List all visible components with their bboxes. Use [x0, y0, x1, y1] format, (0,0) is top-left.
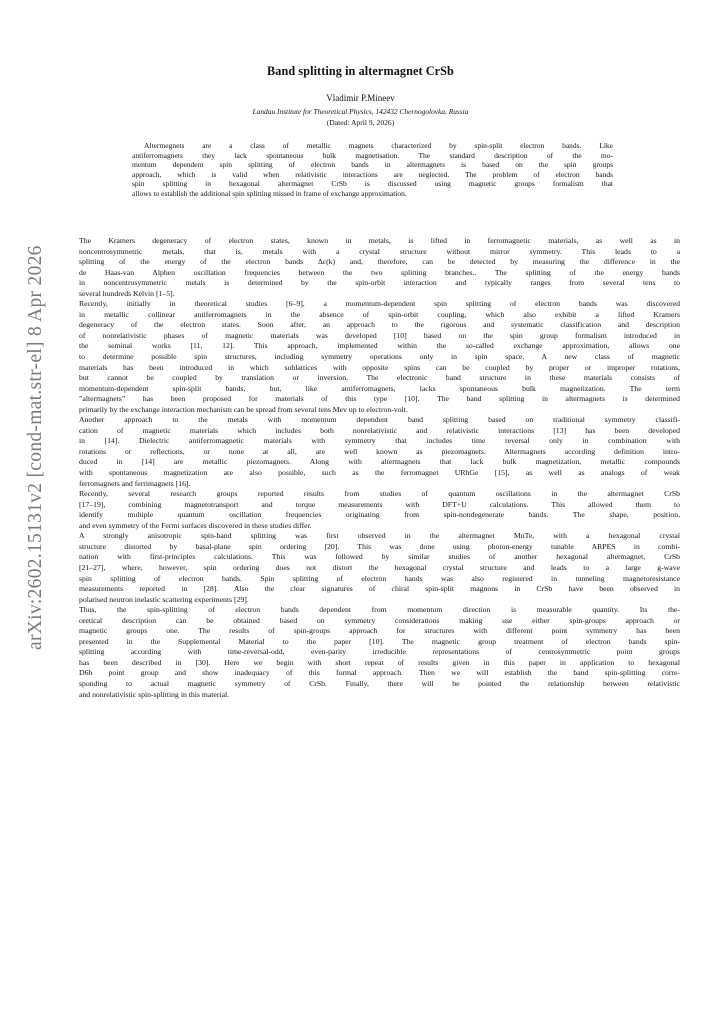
text-line: cation of magnetic materials which includes both nonrelativistic and relativistic interactions [13] has been developed	[79, 425, 680, 435]
text-line: rotations or reflections, or none at all, are well known as piezomagnets. Altermagnets according definition intro-	[79, 446, 680, 456]
text-line: [17–19], combining magnetotransport and torque measurements with DFT+U calculations. This allowed them to	[79, 499, 680, 509]
abstract-line: mentum dependent spin splitting of electron bands in altermagnets is based on the spin groups	[132, 160, 613, 170]
text-line: splitting of the energy of the electron bands Δε(k) and, therefore, can be detected by measuring the difference in the	[79, 257, 680, 267]
text-line: Recently, several research groups reported results from studies of quantum oscillations in the altermagnet CrSb	[79, 489, 680, 499]
abstract-line: allows to establish the additional spin splitting missed in frame of exchange approximation.	[132, 188, 407, 198]
body-paragraph	[79, 415, 680, 489]
text-line: in noncentrosymmetric metals is determined by the spin-orbit interaction and typically ranges from several tens to	[79, 278, 680, 288]
text-line: with spontaneous magnetization are also possible, such as the ferromagnet URhGe [15], as well as analogs of weak	[79, 468, 680, 478]
text-line: of nonrelativistic phases of magnetic materials was developed [10] based on the spin group formalism introduced in	[79, 330, 680, 340]
text-line: presented in the Supplemental Material to the paper [10]. The magnetic group treatment of electron bands spin-	[79, 636, 680, 646]
text-line: has been described in [30]. Here we begin with short repeat of results given in this paper in application to hexagonal	[79, 657, 680, 667]
abstract-line: spin splitting in hexagonal altermagnet CrSb is discussed using magnetic groups formalism that	[132, 179, 613, 189]
text-line: spin splitting of electron bands. Spin splitting of electron bands was also registered in tunneling magnetoresistance	[79, 573, 680, 583]
text-line: but cannot be coupled by translation or inversion. The electronic band structure in these materials consists of	[79, 373, 680, 383]
text-line: primarily by the exchange interaction mechanism can be spread from several tens Mev up to electron-volt.	[79, 404, 408, 414]
text-line: ”altermagnets” has been proposed for materials of this type [10]. The band splitting in altermagnets is determined	[79, 394, 680, 404]
text-line: nation with first-principles calculations. This was followed by similar studies of another hexagonal altermagnet, CrSb	[79, 552, 680, 562]
body-paragraph	[79, 236, 680, 299]
abstract	[132, 141, 613, 198]
text-line: and nonrelativistic spin-splitting in this material.	[79, 689, 230, 699]
body-paragraph	[79, 531, 680, 605]
text-line: splitting according with time-reversal-odd, even-parity irreducible representations of centrosymmetric point groups	[79, 647, 680, 657]
text-line: materials has been introduced in which sublattices with opposite spins can be coupled by proper or improper rotations,	[79, 362, 680, 372]
dated-line: (Dated: April 9, 2026)	[326, 118, 395, 127]
text-line: to determine possible spin structures, including symmetry operations only in spin space. A new class of magnetic	[79, 352, 680, 362]
text-line: measurements reported in [28]. Also the clear signatures of chiral spin-split magnons in CrSb have been observed in	[79, 584, 680, 594]
text-line: oretical description can be obtained based on symmetry considerations making use either spin-groups approach or	[79, 615, 680, 625]
author-affiliation: Landau Institute for Theoretical Physics, 142432 Chernogolovka, Russia	[252, 107, 469, 116]
text-line: The Kramers degeneracy of electron states, known in metals, is lifted in ferromagnetic materials, as well as in	[79, 236, 680, 245]
text-line: in metallic collinear antiferromagnets in the absence of spin-orbit coupling, which also exhibit a lifted Kramers	[79, 309, 680, 319]
text-line: [21–27], where, however, spin ordering does not distort the hexagonal crystal structure and leads to a large g-wave	[79, 562, 680, 572]
text-line: noncentrosymmetric metals, that is, metals with a crystal structure without mirror symmetry. This leads to a	[79, 246, 680, 256]
text-line: the seminal works [11, 12]. This approach, implemented within the so-called exchange approximation, allows one	[79, 341, 680, 351]
text-line: ferromagnets and ferrimagnets [16].	[79, 478, 191, 488]
body-paragraph	[79, 605, 680, 700]
text-line: A strongly anisotropic spin-band splitting was first observed in the altermagnet MnTe, with a hexagonal crystal	[79, 531, 680, 541]
text-line: Recently, initially in theoretical studies [6–9], a momentum-dependent spin splitting of electron bands was discovered	[79, 299, 680, 309]
arxiv-identifier: arXiv:2602.15131v2 [cond-mat.str-el] 8 Apr 2026	[25, 245, 46, 650]
body-paragraph	[79, 299, 680, 415]
abstract-line: antiferromagnets they lack spontaneous bulk magnetisation. The standard description of the mo-	[132, 150, 613, 160]
text-line: D6h point group and show inadequacy of this formal approach. Then we will establish the band spin-splitting corre-	[79, 668, 680, 678]
text-line: magnetic groups one. The results of spin-groups approach for structures with different point symmetry has been	[79, 626, 680, 636]
text-line: identify multiple quantum oscillation frequencies originating from spin-nondegenerate bands. The shape, position,	[79, 510, 680, 520]
text-line: several hundreds Kelvin [1–5].	[79, 288, 175, 298]
text-line: sponding to actual magnetic symmetry of CrSb. Finally, there will be pointed the relationship between relativistic	[79, 678, 680, 688]
text-line: and even symmetry of the Fermi surfaces discovered in these studies differ.	[79, 520, 312, 530]
text-line: de Haas-van Alphen oscillation frequencies between the two splitting branches.. The splitting of the energy bands	[79, 267, 680, 277]
text-line: polarised neutron inelastic scattering experiments [29].	[79, 594, 249, 604]
text-line: in [14]. Dielectric antiferromagnetic materials with symmetry that includes time reversal only in combination with	[79, 436, 680, 446]
text-line: Another approach to the metals with momentum dependent band splitting based on traditional symmetry classifi-	[79, 415, 680, 425]
body-paragraph	[79, 489, 680, 531]
abstract-line: approach, which is valid when relativistic interactions are neglected. The problem of electron bands	[132, 169, 613, 179]
text-line: momentum-dependent spin-split bands, but, like antiferromagnets, lacks spontaneous bulk magnetization. The term	[79, 383, 680, 393]
author-name: Vladimir P.Mineev	[326, 93, 395, 103]
text-line: degeneracy of the electron states. Soon after, an approach to the rigorous and systematic classification and description	[79, 320, 680, 330]
paper-title: Band splitting in altermagnet CrSb	[267, 64, 454, 78]
body-text	[79, 236, 680, 700]
text-line: Thus, the spin-splitting of electron bands dependent from momentum direction is measurable quantity. Its the-	[79, 605, 680, 615]
text-line: structure distorted by basal-plane spin ordering [20]. This was done using photon-energy tunable ARPES in combi-	[79, 541, 680, 551]
abstract-line: Altermegnets are a class of metallic magnets characterized by spin-split electron bands. Like	[144, 141, 613, 150]
text-line: duced in [14] are metallic piezomagnets. Along with altermagnets that lack bulk magnetization, metallic compounds	[79, 457, 680, 467]
